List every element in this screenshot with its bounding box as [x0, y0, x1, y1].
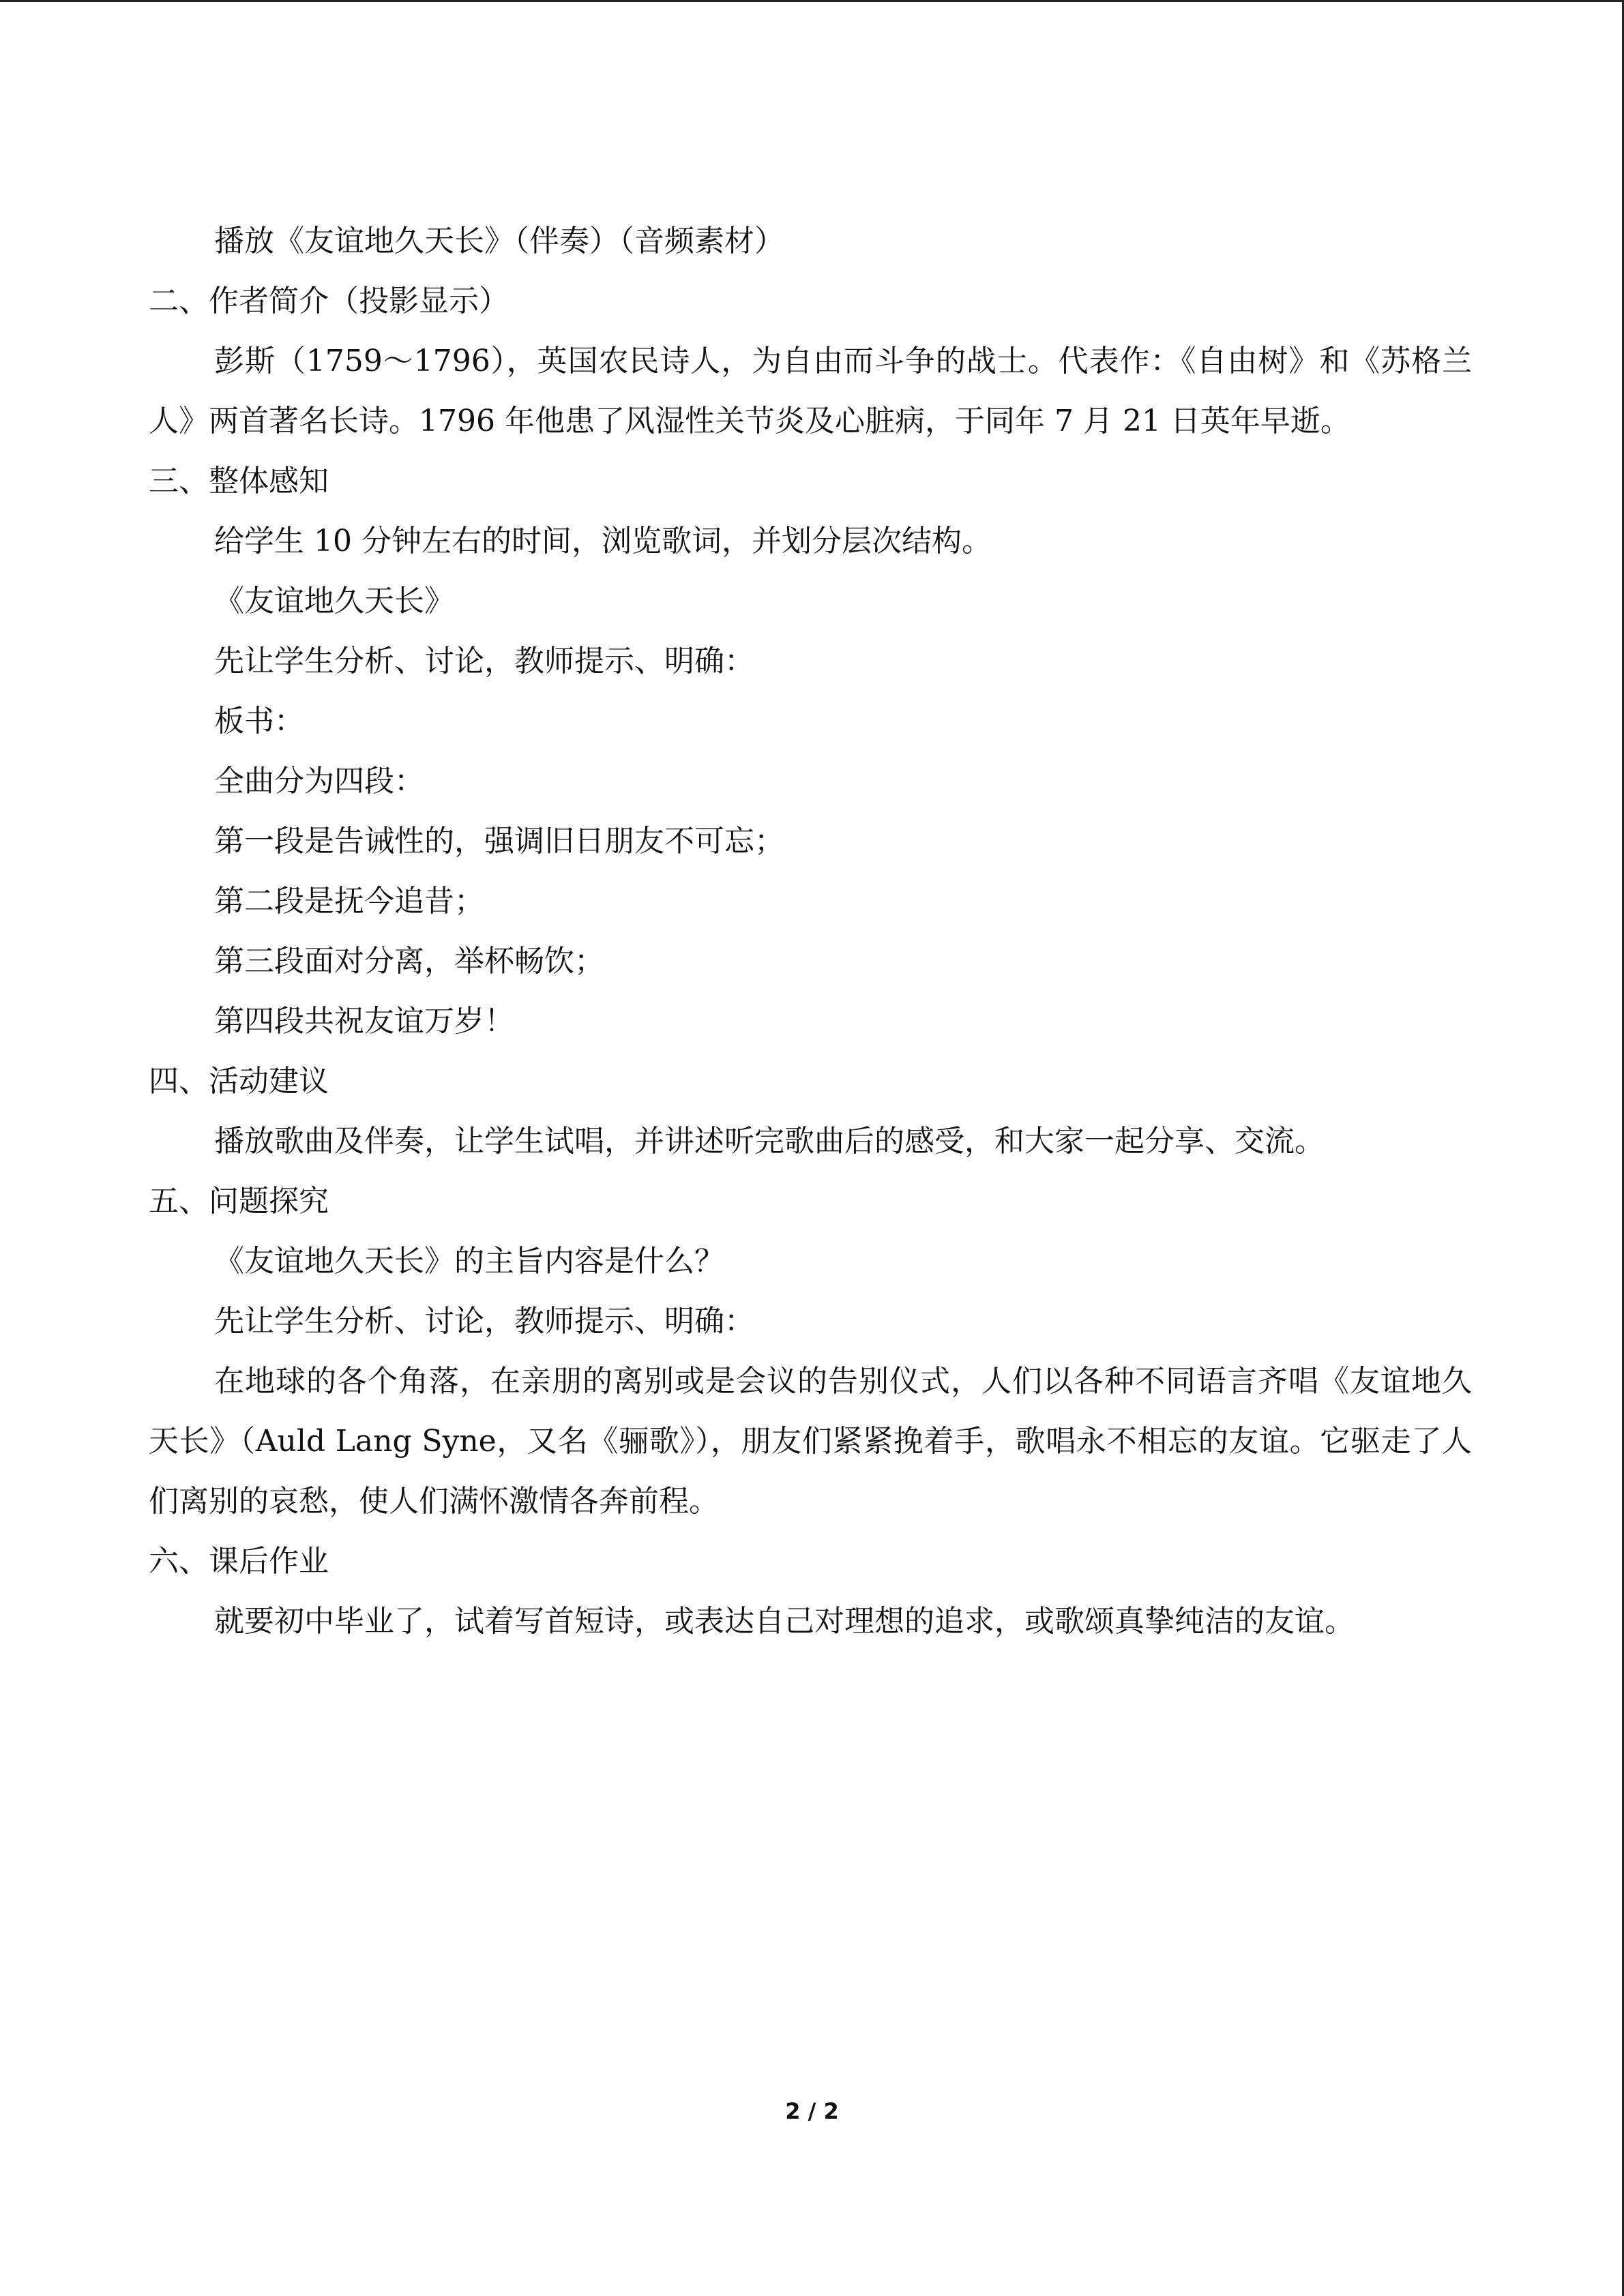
inquiry-answer-paragraph: 在地球的各个角落，在亲朋的离别或是会议的告别仪式，人们以各种不同语言齐唱《友谊地久天长》（Auld Lang Syne，又名《骊歌》），朋友们紧紧挽着手，歌唱永不相忘的友谊。它驱走了人们离别的哀愁，使人们满怀激情各奔前程。 [149, 1364, 1472, 1519]
page-border-top [0, 0, 1624, 2]
page-number: 2 / 2 [785, 2098, 839, 2124]
homework-instruction: 就要初中毕业了，试着写首短诗，或表达自己对理想的追求，或歌颂真挚纯洁的友谊。 [214, 1604, 1355, 1639]
structure-part-1: 第一段是告诫性的，强调旧日朋友不可忘； [214, 824, 784, 859]
section-heading-author: 二、作者简介（投影显示） [149, 284, 509, 318]
document-body [149, 211, 1472, 1652]
inquiry-discussion-prompt: 先让学生分析、讨论，教师提示、明确： [214, 1304, 754, 1339]
section-heading-overview: 三、整体感知 [149, 464, 329, 498]
inquiry-question: 《友谊地久天长》的主旨内容是什么？ [214, 1244, 724, 1279]
section-heading-homework: 六、课后作业 [149, 1544, 329, 1579]
song-title-line: 《友谊地久天长》 [214, 584, 454, 618]
author-bio-paragraph: 彭斯（1759～1796），英国农民诗人，为自由而斗争的战士。代表作：《自由树》和《苏格兰人》两首著名长诗。1796 年他患了风湿性关节炎及心脏病，于同年 7 月 21 日英年早逝。 [149, 344, 1472, 438]
activity-suggestion: 播放歌曲及伴奏，让学生试唱，并讲述听完歌曲后的感受，和大家一起分享、交流。 [214, 1124, 1325, 1159]
overview-instruction: 给学生 10 分钟左右的时间，浏览歌词，并划分层次结构。 [214, 524, 992, 558]
structure-part-3: 第三段面对分离，举杯畅饮； [214, 944, 604, 979]
discussion-prompt: 先让学生分析、讨论，教师提示、明确： [214, 644, 754, 679]
structure-part-4: 第四段共祝友谊万岁！ [214, 1004, 514, 1039]
section-heading-inquiry: 五、问题探究 [149, 1184, 329, 1219]
play-accompaniment-line: 播放《友谊地久天长》（伴奏）（音频素材） [214, 224, 784, 258]
structure-intro: 全曲分为四段： [214, 764, 424, 799]
structure-part-2: 第二段是抚今追昔； [214, 884, 484, 919]
board-notes-label: 板书： [214, 704, 304, 739]
section-heading-activity: 四、活动建议 [149, 1064, 329, 1099]
